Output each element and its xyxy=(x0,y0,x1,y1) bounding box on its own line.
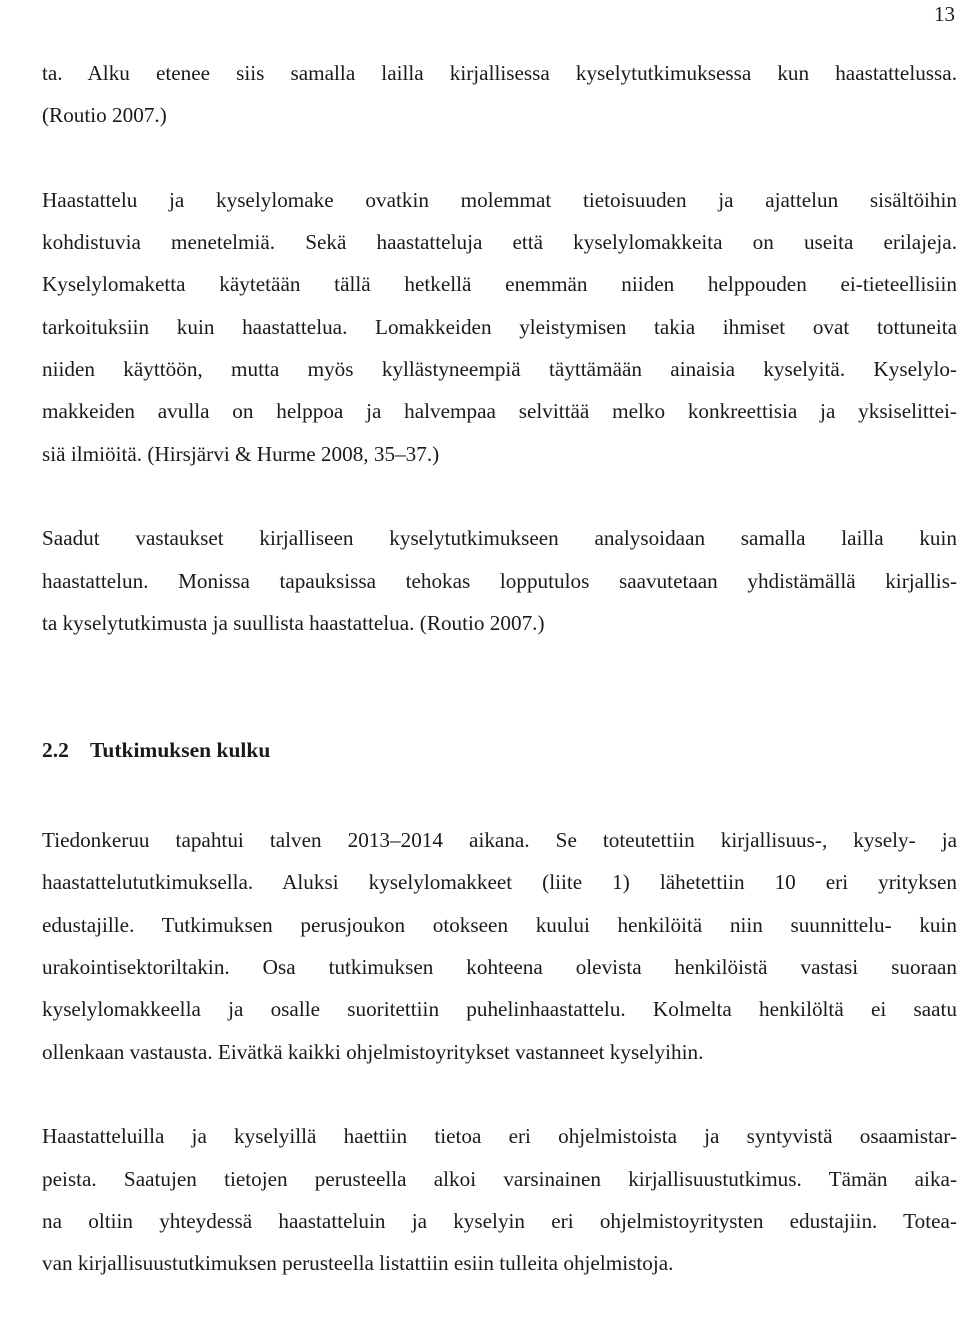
text-line: ollenkaan vastausta. Eivätkä kaikki ohjelmistoyritykset vastanneet kyselyihin. xyxy=(42,1039,704,1064)
section-title: Tutkimuksen kulku xyxy=(90,738,271,763)
section-heading xyxy=(42,729,957,771)
text-line: ta. Alku etenee siis samalla lailla kirjallisessa kyselytutkimuksessa kun haastattelussa. xyxy=(42,61,957,85)
text-line: edustajille. Tutkimuksen perusjoukon otokseen kuului henkilöitä niin suunnittelu- kuin xyxy=(42,912,957,937)
text-line: peista. Saatujen tietojen perusteella alkoi varsinainen kirjallisuustutkimus. Tämän aika- xyxy=(42,1166,957,1191)
paragraph-3 xyxy=(42,517,957,644)
page-number: 13 xyxy=(934,2,955,26)
text-line: kohdistuvia menetelmiä. Sekä haastatteluja että kyselylomakkeita on useita erilajeja. xyxy=(42,230,957,255)
paragraph-5 xyxy=(42,1115,957,1284)
text-line: Haastatteluilla ja kyselyillä haettiin tietoa eri ohjelmistoista ja syntyvistä osaamistar- xyxy=(42,1124,957,1149)
text-line: kyselylomakkeella ja osalle suoritettiin puhelinhaastattelu. Kolmelta henkilöltä ei saatu xyxy=(42,997,957,1022)
text-line: na oltiin yhteydessä haastatteluin ja kyselyin eri ohjelmistoyritysten edustajiin. Toteа- xyxy=(42,1208,957,1233)
text-line: ta kyselytutkimusta ja suullista haastattelua. (Routio 2007.) xyxy=(42,610,545,635)
text-line: haastattelun. Monissa tapauksissa tehokas lopputulos saavutetaan yhdistämällä kirjallis- xyxy=(42,568,957,593)
document-body xyxy=(42,52,957,1284)
text-line: van kirjallisuustutkimuksen perusteella listattiin esiin tulleita ohjelmistoja. xyxy=(42,1251,674,1276)
text-line: (Routio 2007.) xyxy=(42,103,167,128)
text-line: Kyselylomaketta käytetään tällä hetkellä enemmän niiden helppouden ei-tieteellisiin xyxy=(42,272,957,297)
text-line: urakointisektoriltakin. Osa tutkimuksen kohteena olevista henkilöistä vastasi suoraan xyxy=(42,955,957,980)
paragraph-2 xyxy=(42,179,957,475)
paragraph-4 xyxy=(42,819,957,1073)
text-line: Tiedonkeruu tapahtui talven 2013–2014 aikana. Se toteutettiin kirjallisuus-, kysely- ja xyxy=(42,828,957,853)
section-number: 2.2 xyxy=(42,738,69,763)
text-line: Haastattelu ja kyselylomake ovatkin molemmat tietoisuuden ja ajattelun sisältöihin xyxy=(42,187,957,212)
text-line: Saadut vastaukset kirjalliseen kyselytutkimukseen analysoidaan samalla lailla kuin xyxy=(42,526,957,551)
text-line: makkeiden avulla on helppoa ja halvempaa selvittää melko konkreettisia ja yksiselittei- xyxy=(42,399,957,424)
text-line: tarkoituksiin kuin haastattelua. Lomakkeiden yleistymisen takia ihmiset ovat tottuneita xyxy=(42,314,957,339)
paragraph-1 xyxy=(42,52,957,137)
text-line: niiden käyttöön, mutta myös kyllästyneempiä täyttämään ainaisia kyselyitä. Kyselylo- xyxy=(42,357,957,382)
text-line: siä ilmiöitä. (Hirsjärvi & Hurme 2008, 35–37.) xyxy=(42,441,440,466)
text-line: haastattelututkimuksella. Aluksi kyselylomakkeet (liite 1) lähetettiin 10 eri yrityksen xyxy=(42,870,957,895)
